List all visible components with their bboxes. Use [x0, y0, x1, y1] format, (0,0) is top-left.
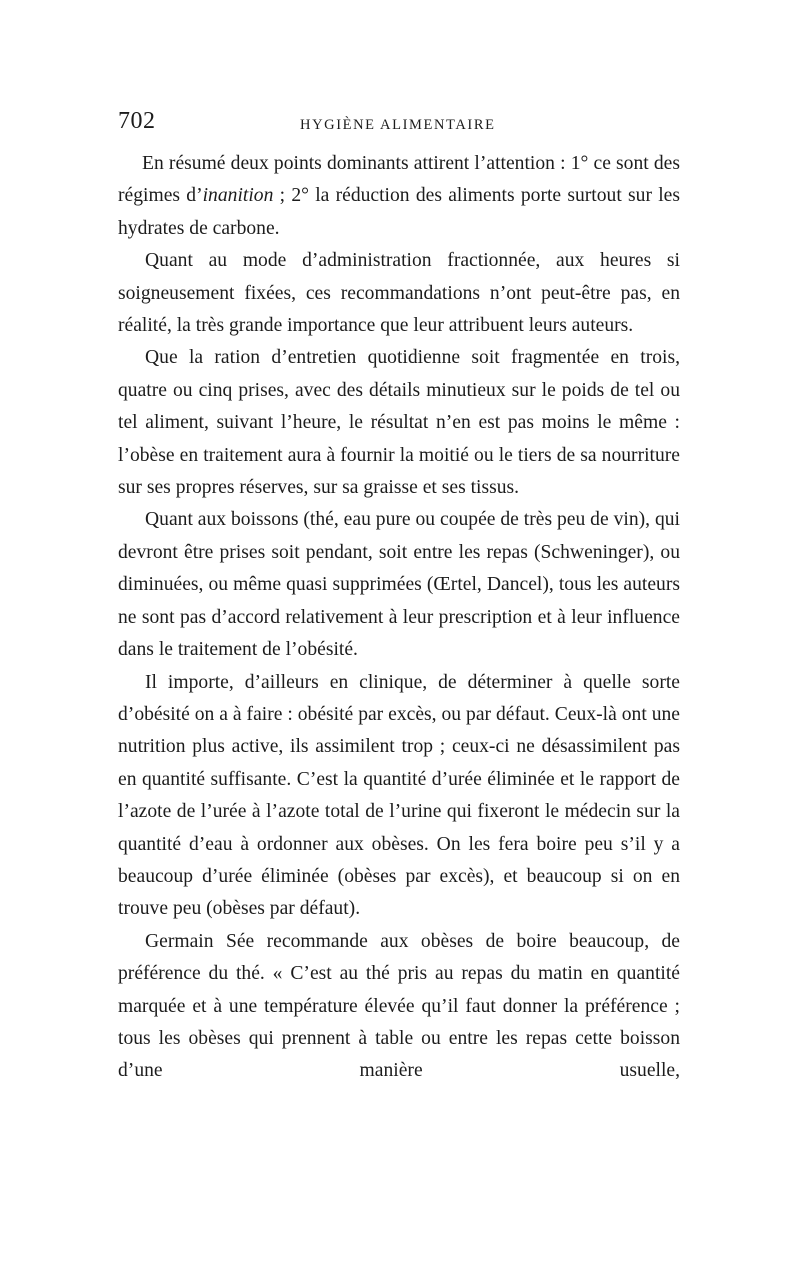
body-text	[118, 148, 680, 1088]
paragraph-1-text-a: En résumé deux points dominants attirent l’attention : 1° ce sont des régimes d’	[118, 153, 680, 207]
paragraph-3: Que la ration d’entretien quotidienne soit fragmentée en trois, quatre ou cinq prises, avec des détails minutieux sur le poids de tel ou tel aliment, suivant l’heure, le résultat n’en est pas moins le même : l’obèse en traitement aura à fournir la moitié ou le tiers de sa nourriture sur ses propres réserves, sur sa graisse et ses tissus.	[118, 347, 680, 499]
paragraph-1	[118, 148, 680, 245]
italic-term: inanition	[202, 185, 274, 207]
running-head: HYGIÈNE ALIMENTAIRE	[300, 117, 496, 133]
paragraph-6: Germain Sée recommande aux obèses de boire beaucoup, de préférence du thé. « C’est au thé pris au repas du matin en quantité marquée et à une température élevée qu’il faut donner la préférence ; tous les obèses qui prennent à table ou entre les repas cette boisson d’une manière usuelle,	[118, 930, 680, 1082]
page-number: 702	[118, 108, 156, 134]
paragraph-1-text-b: ; 2° la réduction des aliments porte surtout sur les hydrates de carbone.	[118, 185, 680, 239]
page-header	[118, 108, 680, 148]
book-page	[118, 108, 680, 1088]
paragraph-4: Quant aux boissons (thé, eau pure ou coupée de très peu de vin), qui devront être prises soit pendant, soit entre les repas (Schweninger), ou diminuées, ou même quasi supprimées (Œrtel, Dancel), tous les auteurs ne sont pas d’accord relativement à leur prescription et à leur influence dans le traitement de l’obésité.	[118, 509, 680, 661]
paragraph-2: Quant au mode d’administration fractionnée, aux heures si soigneusement fixées, ces recommandations n’ont peut-être pas, en réalité, la très grande importance que leur attribuent leurs auteurs.	[118, 250, 680, 337]
paragraph-5: Il importe, d’ailleurs en clinique, de déterminer à quelle sorte d’obésité on a à faire : obésité par excès, ou par défaut. Ceux-là ont une nutrition plus active, ils assimilent trop ; ceux-ci ne désassimilent pas en quantité suffisante. C’est la quantité d’urée éliminée et le rapport de l’azote de l’urée à l’azote total de l’urine qui fixeront le médecin sur la quantité d’eau à ordonner aux obèses. On les fera boire peu s’il y a beaucoup d’urée éliminée (obèses par excès), et beaucoup si on en trouve peu (obèses par défaut).	[118, 671, 680, 920]
